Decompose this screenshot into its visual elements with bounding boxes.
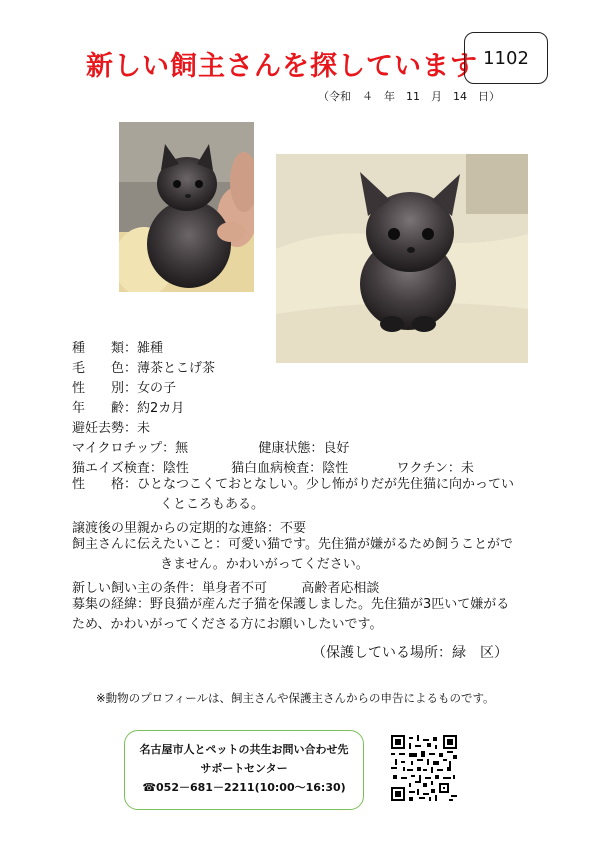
coat-label: 毛 色： — [72, 361, 138, 376]
coat-value: 薄茶とこげ茶 — [137, 361, 216, 376]
sex-row — [72, 377, 176, 396]
felv-label: 猫白血病検査： — [231, 461, 323, 476]
personality-text-1: ひとなつこくておとなしい。少し怖がりだが先住猫に向かってい — [137, 477, 515, 492]
qr-code[interactable] — [391, 735, 457, 801]
message-text-1: 可愛い猫です。先住猫が嫌がるため飼うことがで — [228, 537, 513, 552]
shelter-location: （保護している場所：緑 区） — [312, 645, 508, 661]
personality-block — [72, 475, 532, 515]
fiv-label: 猫エイズ検査： — [72, 461, 163, 476]
age-value: 約2カ月 — [137, 401, 185, 416]
conditions-value-b: 高齢者応相談 — [301, 581, 380, 596]
background-label: 募集の経緯： — [72, 597, 151, 612]
date: （令和 ４ 年 11 月 14 日） — [318, 90, 500, 103]
contact-title: 名古屋市人とペットの共生お問い合わせ先 — [139, 743, 349, 756]
vaccine-label: ワクチン： — [396, 461, 461, 476]
spay-label: 避妊去勢： — [72, 421, 138, 436]
message-label: 飼主さんに伝えたいこと： — [72, 537, 229, 552]
contact-requirement-value: 不要 — [280, 521, 307, 536]
coat-row — [72, 357, 215, 376]
age-label: 年 齢： — [72, 401, 138, 416]
microchip-row — [72, 437, 349, 456]
sex-value: 女の子 — [137, 381, 177, 396]
felv-value: 陰性 — [322, 461, 349, 476]
page-title: 新しい飼主さんを探しています — [86, 51, 478, 82]
vaccine-value: 未 — [460, 461, 474, 476]
kitten-photo-sofa — [276, 154, 528, 363]
background-text-2: ため、かわいがってくださる方にお願いしたいです。 — [72, 617, 383, 632]
sex-label: 性 別： — [72, 381, 138, 396]
id-number: 1102 — [483, 47, 529, 69]
message-text-2: きません。かわいがってください。 — [160, 557, 369, 572]
background-block — [72, 595, 532, 635]
health-label: 健康状態： — [258, 441, 324, 456]
breed-value: 雑種 — [137, 341, 164, 356]
fiv-value: 陰性 — [162, 461, 189, 476]
contact-requirement-row — [72, 517, 306, 536]
age-row — [72, 397, 184, 416]
conditions-row — [72, 577, 379, 596]
conditions-value-a: 単身者不可 — [202, 581, 268, 596]
breed-row — [72, 337, 163, 356]
contact-box — [124, 730, 364, 810]
message-block — [72, 535, 532, 575]
conditions-label: 新しい飼い主の条件： — [72, 581, 203, 596]
spay-value: 未 — [137, 421, 151, 436]
personality-label: 性 格： — [72, 477, 138, 492]
contact-requirement-label: 譲渡後の里親からの定期的な連絡： — [72, 521, 281, 536]
background-text-1: 野良猫が産んだ子猫を保護しました。先住猫が3匹いて嫌がる — [150, 597, 510, 612]
health-value: 良好 — [323, 441, 350, 456]
kitten-photo-held — [119, 122, 254, 292]
personality-text-2: くところもある。 — [160, 497, 265, 512]
id-number-box — [464, 32, 548, 84]
contact-phone: ☎052－681－2211(10:00～16:30) — [142, 781, 346, 794]
microchip-value: 無 — [175, 441, 189, 456]
disclaimer-note: ※動物のプロフィールは、飼主さんや保護主さんからの申告によるものです。 — [96, 691, 495, 705]
tests-row — [72, 457, 474, 476]
contact-center: サポートセンター — [200, 762, 288, 775]
breed-label: 種 類： — [72, 341, 138, 356]
microchip-label: マイクロチップ： — [72, 441, 176, 456]
spay-row — [72, 417, 150, 436]
